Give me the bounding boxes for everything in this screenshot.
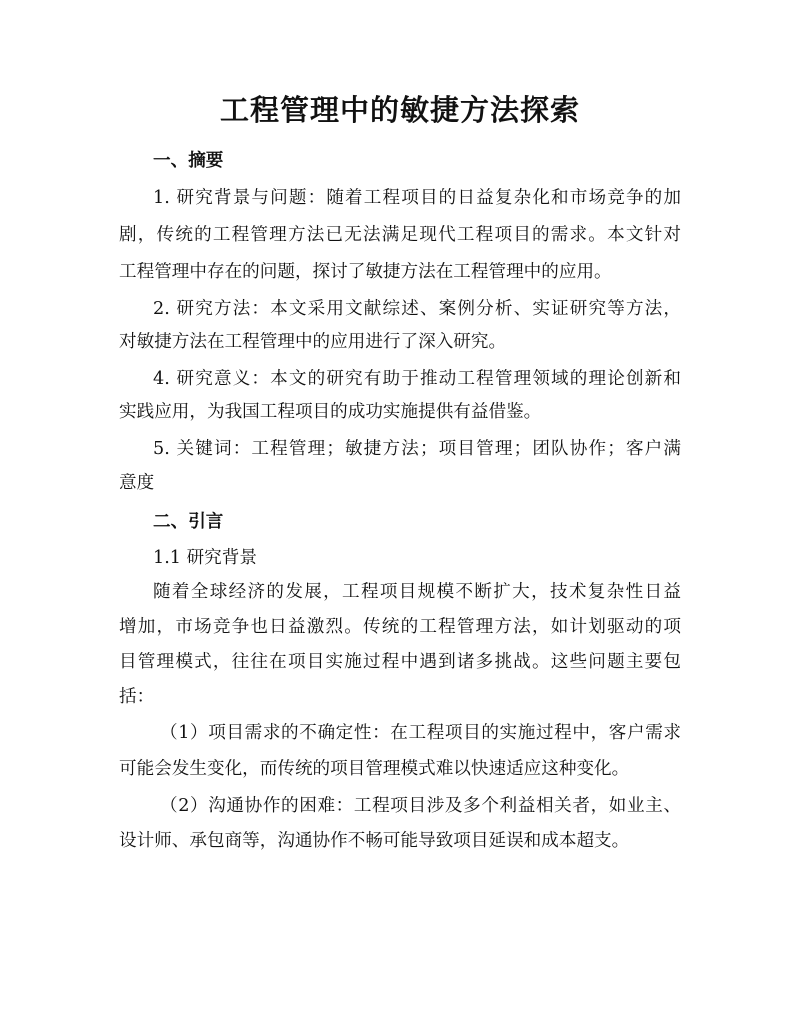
paragraph-line: 实践应用，为我国工程项目的成功实施提供有益借鉴。 xyxy=(119,402,542,422)
paragraph-line: 目管理模式，往往在项目实施过程中遇到诸多挑战。这些问题主要包 xyxy=(119,652,681,672)
paragraph-line: 意度 xyxy=(119,473,155,493)
paragraph-line: 1. 研究背景与问题：随着工程项目的日益复杂化和市场竞争的加 xyxy=(153,188,681,208)
document-title: 工程管理中的敏捷方法探索 xyxy=(219,93,580,127)
paragraph-line: 增加，市场竞争也日益激烈。传统的工程管理方法，如计划驱动的项 xyxy=(119,617,681,637)
paragraph-line: 5. 关键词：工程管理；敏捷方法；项目管理；团队协作；客户满 xyxy=(153,439,681,459)
subsection-heading: 1.1 研究背景 xyxy=(153,548,257,568)
paragraph-line: （1）项目需求的不确定性：在工程项目的实施过程中，客户需求 xyxy=(160,723,681,743)
paragraph-line: 4. 研究意义：本文的研究有助于推动工程管理领域的理论创新和 xyxy=(153,369,681,389)
section-heading-intro: 二、引言 xyxy=(153,512,224,532)
paragraph-line: （2）沟通协作的困难：工程项目涉及多个利益相关者，如业主、 xyxy=(160,796,681,816)
paragraph-line: 2. 研究方法：本文采用文献综述、案例分析、实证研究等方法， xyxy=(153,299,681,319)
section-heading-abstract: 一、摘要 xyxy=(153,151,224,171)
paragraph-line: 剧，传统的工程管理方法已无法满足现代工程项目的需求。本文针对 xyxy=(119,225,681,245)
paragraph-line: 随着全球经济的发展，工程项目规模不断扩大，技术复杂性日益 xyxy=(153,582,681,602)
paragraph-line: 括： xyxy=(119,687,155,707)
paragraph-line: 工程管理中存在的问题，探讨了敏捷方法在工程管理中的应用。 xyxy=(119,262,612,282)
paragraph-line: 可能会发生变化，而传统的项目管理模式难以快速适应这种变化。 xyxy=(119,759,630,779)
paragraph-line: 设计师、承包商等，沟通协作不畅可能导致项目延误和成本超支。 xyxy=(119,831,630,851)
paragraph-line: 对敏捷方法在工程管理中的应用进行了深入研究。 xyxy=(119,332,507,352)
